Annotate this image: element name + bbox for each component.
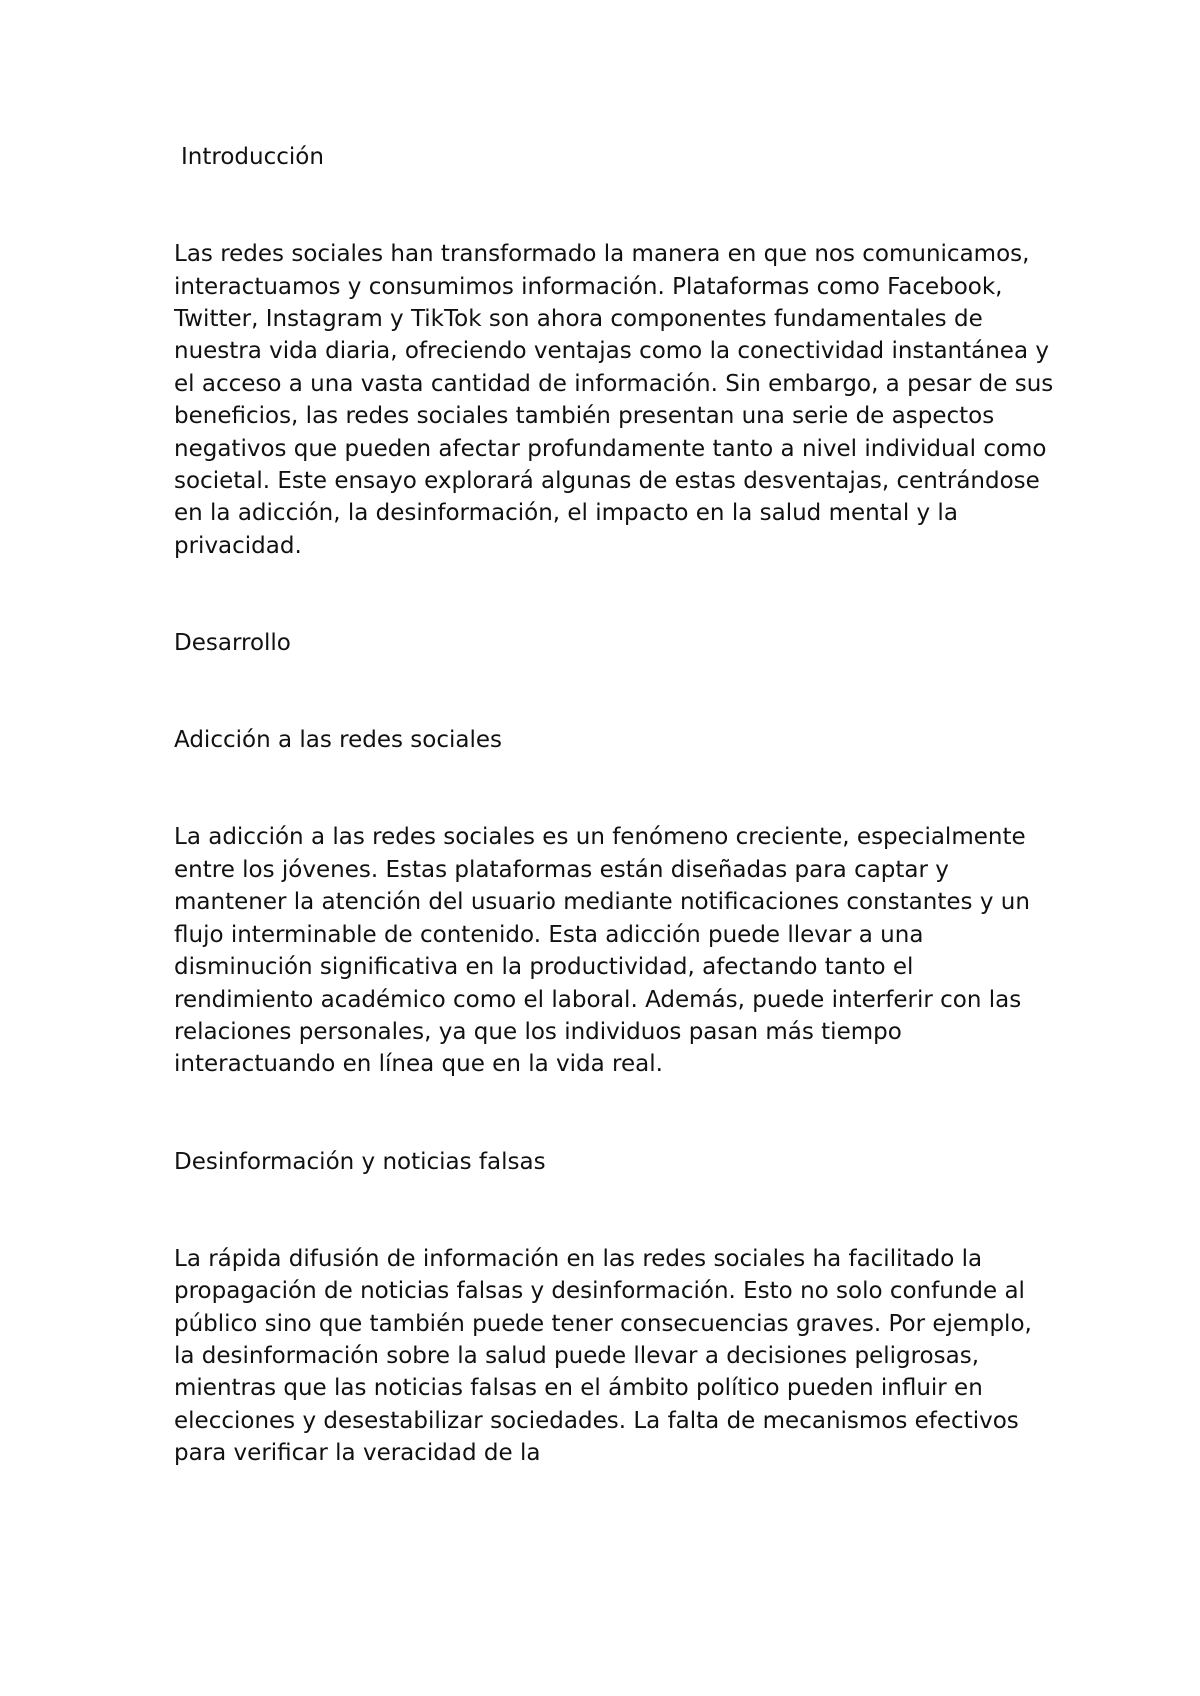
section-heading-misinformation: Desinformación y noticias falsas [174,1148,546,1175]
spacer [174,1178,1054,1243]
section-heading-addiction: Adicción a las redes sociales [174,727,502,754]
spacer [174,1081,1054,1146]
document-title: Introducción [181,144,324,170]
section-paragraph-misinformation: La rápida difusión de información en las redes sociales ha facilitado la propagación de noticias falsas y desinformación. Esto no solo confunde al público sino que también puede tener consecuencias graves. Por ejemplo, la desinformación sobre la salud puede llevar a decisiones peligrosas, mientras que las noticias falsas en el ámbito político pueden influir en elecciones y desestabilizar sociedades. La falta de mecanismos efectivos para verificar la veracidad de la [174,1245,1032,1467]
spacer [174,757,1054,822]
spacer [174,562,1054,627]
section-paragraph-addiction: La adicción a las redes sociales es un fenómeno creciente, especialmente entre los jóvenes. Estas plataformas están diseñadas para captar y mantener la atención del usuario mediante notificaciones constantes y un flujo interminable de contenido. Esta adicción puede llevar a una disminución significativa en la productividad, afectando tanto el rendimiento académico como el laboral. Además, puede interferir con las relaciones personales, ya que los individuos pasan más tiempo interactuando en línea que en la vida real. [174,824,1030,1078]
spacer [174,659,1054,724]
document-body [174,141,1054,1470]
intro-paragraph: Las redes sociales han transformado la manera en que nos comunicamos, interactuamos y consumimos información. Plataformas como Facebook, Twitter, Instagram y TikTok son ahora componentes fundamentales de nuestra vida diaria, ofreciendo ventajas como la conectividad instantánea y el acceso a una vasta cantidad de información. Sin embargo, a pesar de sus beneficios, las redes sociales también presentan una serie de aspectos negativos que pueden afectar profundamente tanto a nivel individual como societal. Este ensayo explorará algunas de estas desventajas, centrándose en la adicción, la desinformación, el impacto en la salud mental y la privacidad. [174,241,1054,559]
development-heading: Desarrollo [174,630,291,657]
spacer [174,173,1054,238]
